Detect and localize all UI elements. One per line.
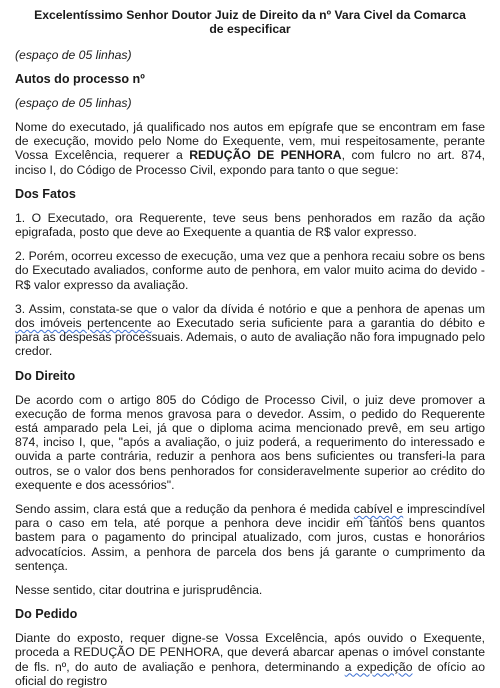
law-heading: Do Direito <box>15 368 76 383</box>
request-p1-end: de ofício ao oficial do registro <box>15 659 485 688</box>
intro-text-start: Nome do executado, já qualificado nos autos em epígrafe que se encontram em fase de execução, movido pelo Nome do Exequente, vem, mui respeitosamente, perante Vossa Excelência, requerer a <box>15 120 485 163</box>
intro-paragraph <box>15 120 485 177</box>
law-p2-start: Sendo assim, clara está que a redução da penhora é medida <box>15 502 354 517</box>
spellcheck-flagged-text[interactable]: dos imóveis pertencente <box>15 316 152 331</box>
facts-heading: Dos Fatos <box>15 186 76 201</box>
intro-bold-request: REDUÇÃO DE PENHORA <box>189 148 342 163</box>
request-heading: Do Pedido <box>15 607 78 622</box>
facts-paragraph-2: 2. Porém, ocorreu excesso de execução, uma vez que a penhora recaiu sobre os bens do Executado avaliados, conforme auto de penhora, em valor muito acima do devido - R$ valor expresso da avaliação. <box>15 249 485 292</box>
document-title <box>15 8 485 36</box>
spacing-note: (espaço de 05 linhas) <box>15 48 132 62</box>
law-p2-end: imprescindível para o caso em tela, até porque a penhora deve incidir em tantos bens quantos bastem para o pagamento do principal atualizado, com juros, custas e honorários advocatícios. Assim, a penhora de parcela dos bens já garante o cumprimento da sentença. <box>15 502 486 573</box>
title-line-1: Excelentíssimo Senhor Doutor Juiz de Direito da nº Vara Civel da Comarca <box>34 8 466 22</box>
request-paragraph-1 <box>15 631 485 688</box>
facts-paragraph-1: 1. O Executado, ora Requerente, teve seus bens penhorados em razão da ação epigrafada, posto que deve ao Exequente a quantia de R$ valor expresso. <box>15 210 485 240</box>
law-paragraph-1: De acordo com o artigo 805 do Código de Processo Civil, o juiz deve promover a execução de forma menos gravosa para o devedor. Assim, o pedido do Requerente está amparado pela Lei, já que o diploma acima mencionado prevê, em seu artigo 874, inciso I, que, "após a avaliação, o juiz poderá, a requerimento do interessado e ouvida a parte contrária, reduzir a penhora aos bens suficientes ou transferi-la para outros, se o valor dos bens penhorados for consideravelmente superior ao crédito do exequente e dos acessórios". <box>15 392 485 492</box>
facts-p3-end: ao Executado seria suficiente para a garantia do débito e para as despesas processuais. Ademais, o auto de avaliação não fora impugnado pelo credor. <box>15 316 486 359</box>
law-paragraph-2 <box>15 502 485 573</box>
title-line-2: de especificar <box>209 22 291 36</box>
spellcheck-flagged-text[interactable]: cabível e <box>353 502 404 517</box>
law-paragraph-3: Nesse sentido, citar doutrina e jurisprudência. <box>15 583 263 598</box>
intro-text-end: , com fulcro no art. 874, inciso I, do Código de Processo Civil, expondo para tanto o que segue: <box>15 148 485 177</box>
spacing-note-2: (espaço de 05 linhas) <box>15 96 132 110</box>
spellcheck-flagged-text[interactable]: a expedição <box>344 659 413 674</box>
facts-p3-start: 3. Assim, constata-se que o valor da dívida é notório e que a penhora de apenas um <box>15 301 485 316</box>
process-heading: Autos do processo nº <box>15 72 145 86</box>
facts-paragraph-3 <box>15 302 485 359</box>
request-p1-start: Diante do exposto, requer digne-se Vossa Excelência, após ouvido o Exequente, proceda a REDUÇÃO DE PENHORA, que deverá abarcar apenas o imóvel constante de fls. nº, do auto de avaliação e penhora, determinando <box>15 631 485 674</box>
